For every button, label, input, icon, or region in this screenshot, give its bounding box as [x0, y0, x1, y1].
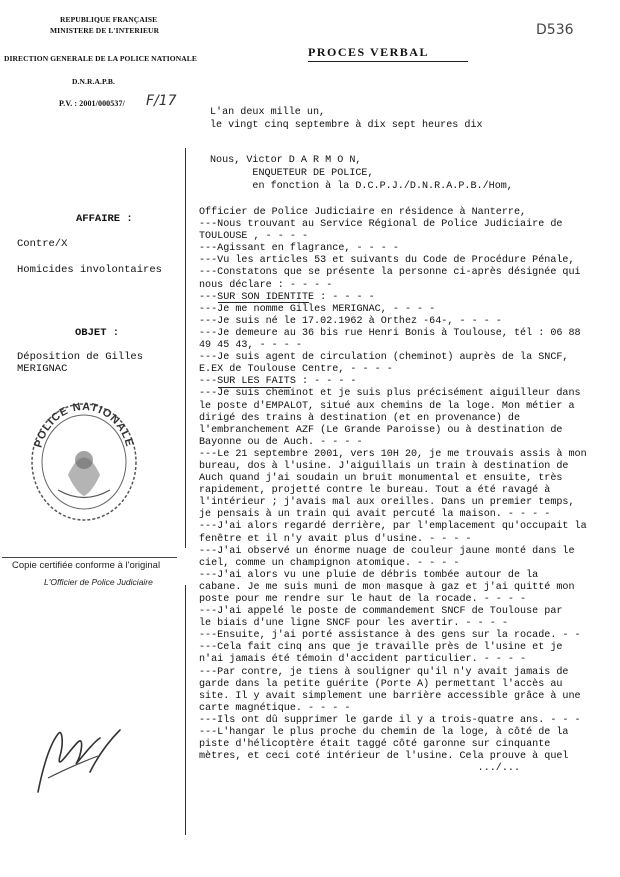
body-line: ---Je suis agent de circulation (cheminot) auprès de la SNCF, — [199, 352, 569, 364]
body-line: le poste d'EMPALOT, situé aux chemins de la loge. Mon métier a — [199, 400, 575, 412]
body-line: le biais d'une ligne SNCF pour les avertir. - - - - — [199, 618, 508, 630]
body-line: ---Je suis né le 17.02.1962 à Orthez -64-, - - - - — [199, 315, 502, 327]
statement-body — [199, 207, 614, 775]
body-line-continuation: .../... — [199, 763, 521, 775]
body-line: je pensais à un train qui avait percuté la maison. - - - - — [199, 509, 551, 521]
intro-line-2: le vingt cinq septembre à dix sept heures dix — [210, 120, 483, 131]
body-line: carte magnétique. - - - - — [199, 702, 351, 714]
body-line: rapidement, projetté contre le bureau. Tout a été ravagé à — [199, 485, 551, 497]
handwritten-page-number: D536 — [536, 22, 574, 38]
affaire-description: Homicides involontaires — [17, 264, 162, 276]
objet-line-1: Déposition de Gilles — [17, 351, 144, 363]
body-line: mètres, et ceci coté intérieur de l'usine. Cela prouve à quel — [199, 751, 569, 763]
body-line: ---Par contre, je tiens à souligner qu'il n'y avait jamais de — [199, 666, 569, 678]
certification-officer: L'Officier de Police Judiciaire — [44, 577, 153, 587]
body-line: site. Il y avait simplement une barrière accessible grâce à une — [199, 690, 581, 702]
affaire-contre: Contre/X — [17, 238, 68, 250]
police-seal-stamp — [28, 400, 140, 525]
body-line: 49 45 43, - - - - — [199, 340, 302, 352]
body-line: E.EX de Toulouse Centre, - - - - — [199, 364, 393, 376]
intro-line-1: L'an deux mille un, — [210, 107, 326, 118]
officer-line-1: Nous, Victor D A R M O N, — [210, 155, 362, 166]
body-line: n'ai jamais été témoin d'accident particulier. - - - - — [199, 654, 527, 666]
body-line: ---J'ai alors regardé derrière, par l'emplacement qu'occupait la — [199, 521, 587, 533]
page-title: PROCES VERBAL — [308, 45, 429, 59]
body-line: ---Je suis cheminot et je suis plus précisément aiguilleur dans — [199, 388, 581, 400]
body-line: nous déclare : - - - - — [199, 279, 333, 291]
body-line: ---Ils ont dû supprimer le garde il y a trois-quatre ans. - - - — [199, 714, 581, 726]
section-faits-underline — [218, 387, 291, 388]
body-line: ciel, comme un champignon atomique. - - - - — [199, 557, 460, 569]
body-line: ---Constatons que se présente la personne ci-après désignée qui — [199, 267, 581, 279]
body-line: ---Vu les articles 53 et suivants du Code de Procédure Pénale, — [199, 255, 575, 267]
body-line-section-identite: ---SUR SON IDENTITE : - - - - — [199, 291, 375, 303]
body-line: poste pour me rendre sur le haut de la rocade. - - - - — [199, 594, 527, 605]
body-line: Auch quand j'ai soudain un bruit monumental et ensuite, très — [199, 473, 563, 485]
certification-top-rule — [2, 557, 177, 558]
body-line: ---Nous trouvant au Service Régional de Police Judiciaire de — [199, 219, 563, 231]
body-line: cabane. Je me suis muni de mon masque à gaz et j'ai quitté mon — [199, 581, 575, 593]
title-underline — [308, 61, 468, 62]
body-line: ---J'ai appelé le poste de commandement SNCF de Toulouse par — [199, 606, 563, 618]
body-line: ---Je me nomme Gilles MERIGNAC, - - - - — [199, 303, 436, 315]
body-line: ---Ensuite, j'ai porté assistance à des gens sur la rocade. - - — [199, 630, 581, 642]
objet-label: OBJET : — [75, 327, 120, 339]
officer-line-2: ENQUETEUR DE POLICE, — [210, 168, 374, 179]
body-line: garde dans la petite guérite (Porte A) permettant l'accès au — [199, 678, 563, 690]
column-divider-upper — [185, 148, 186, 548]
objet-line-2: MERIGNAC — [17, 363, 68, 375]
body-line: ---Cela fait cinq ans que je travaille près de l'usine et je — [199, 642, 563, 654]
unit-label: D.N.R.A.P.B. — [72, 77, 116, 86]
column-divider-lower — [185, 585, 186, 835]
body-line: TOULOUSE , - - - - — [199, 231, 309, 243]
ministry-label: MINISTERE DE L'INTERIEUR — [50, 26, 160, 35]
republic-label: REPUBLIQUE FRANÇAISE — [60, 15, 158, 24]
body-line: l'embranchement AZF (Le Grande Paroisse) ou à destination de — [199, 424, 563, 436]
body-line: ---Je demeure au 36 bis rue Henri Bonis à Toulouse, tél : 06 88 — [199, 327, 581, 339]
seal-arc-text: POLICE NATIONALE — [32, 400, 136, 450]
body-line: l'intérieur ; j'avais mal aux oreilles. Dans un premier temps, — [199, 497, 575, 509]
body-line: ---L'hangar le plus proche du chemin de la loge, à côté de la — [199, 727, 569, 739]
pv-handwritten-number: F/17 — [146, 93, 177, 109]
officer-line-3: en fonction à la D.C.P.J./D.N.R.A.P.B./Hom, — [210, 181, 513, 192]
body-line: fenêtre et il n'y avait plus d'usine. - - - - — [199, 533, 472, 545]
body-line: ---Le 21 septembre 2001, vers 10H 20, je me trouvais assis à mon — [199, 448, 587, 460]
svg-text:POLICE NATIONALE — [32, 401, 135, 449]
body-line: dirigé des trains à destination (et en provenance) de — [199, 412, 521, 424]
direction-label: DIRECTION GENERALE DE LA POLICE NATIONALE — [4, 54, 197, 63]
pv-number: P.V. : 2001/000537/ — [59, 99, 125, 108]
body-line: Bayonne ou de Auch. - - - - — [199, 436, 363, 448]
signature — [28, 712, 128, 800]
body-line: ---J'ai alors vu une pluie de débris tombée autour de la — [199, 569, 539, 581]
section-identite-underline — [218, 302, 309, 303]
body-line: ---Agissant en flagrance, - - - - — [199, 243, 399, 255]
certification-text: Copie certifiée conforme à l'original — [12, 560, 161, 571]
body-line: ---J'ai observé un énorme nuage de couleur jaune monté dans le — [199, 545, 575, 557]
body-line: bureau, dos à l'usine. J'aiguillais un train à destination de — [199, 460, 569, 472]
affaire-label: AFFAIRE : — [76, 213, 133, 225]
body-line: piste d'hélicoptère était taggé côté garonne sur cinquante — [199, 739, 551, 751]
body-line-section-faits: ---SUR LES FAITS : - - - - — [199, 376, 357, 388]
body-line: Officier de Police Judiciaire en résidence à Nanterre, — [199, 207, 527, 218]
